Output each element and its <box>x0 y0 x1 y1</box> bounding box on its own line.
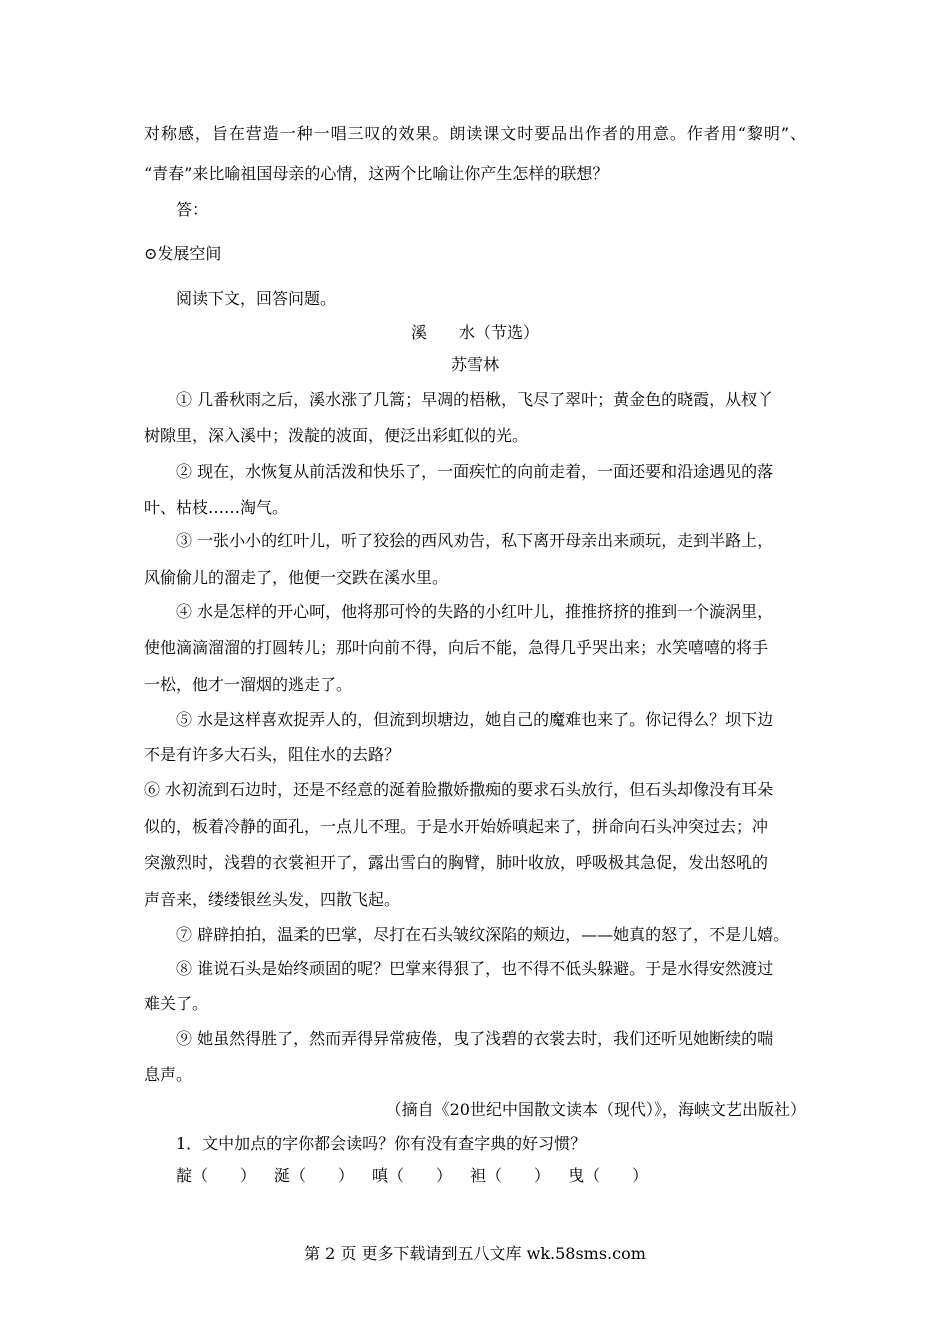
question-1: 1．文中加点的字你都会读吗？你有没有查字典的好习惯？ <box>176 1134 587 1153</box>
intro-line-2: “青春”来比喻祖国母亲的心情，这两个比喻让你产生怎样的联想？ <box>144 164 609 183</box>
paragraph-2-line-1: ② 现在，水恢复从前活泼和快乐了，一面疾忙的向前走着，一面还要和沿途遇见的落 <box>176 462 774 481</box>
paragraph-2-line-2: 叶、枯枝……淘气。 <box>144 498 289 517</box>
paragraph-4-line-2: 使他滴滴溜溜的打圆转儿；那叶向前不得，向后不能，急得几乎哭出来；水笑嘻嘻的将手 <box>144 638 769 657</box>
paragraph-5-line-2: 不是有许多大石头，阻住水的去路？ <box>144 745 401 764</box>
pronunciation-blanks <box>176 1166 648 1186</box>
blank-item-3: 嗔（ ） <box>372 1166 453 1185</box>
article-title: 溪 水（节选） <box>410 323 539 342</box>
intro-line-1: 对称感，旨在营造一种一唱三叹的效果。朗读课文时要品出作者的用意。作者用“黎明”、 <box>144 124 806 143</box>
paragraph-4-line-1: ④ 水是怎样的开心呵，他将那可怜的失路的小红叶儿，推推挤挤的推到一个漩涡里， <box>176 602 774 621</box>
paragraph-9-line-2: 息声。 <box>144 1065 193 1084</box>
blank-item-5: 曳（ ） <box>568 1166 649 1185</box>
blank-item-4: 袒（ ） <box>470 1166 551 1185</box>
section-heading: ⊙发展空间 <box>144 244 222 263</box>
blank-item-2: 涎（ ） <box>274 1166 355 1185</box>
article-source: （摘自《20世纪中国散文读本（现代）》，海峡文艺出版社） <box>385 1100 806 1119</box>
article-author: 苏雪林 <box>450 355 499 374</box>
paragraph-6-line-3: 突激烈时，浅碧的衣裳袒开了，露出雪白的胸臂，肺叶收放，呼吸极其急促，发出怒吼的 <box>144 853 769 872</box>
paragraph-8-line-1: ⑧ 谁说石头是始终顽固的呢？巴掌来得狠了，也不得不低头躲避。于是水得安然渡过 <box>176 959 774 978</box>
answer-label: 答： <box>176 200 209 219</box>
paragraph-9-line-1: ⑨ 她虽然得胜了，然而弄得异常疲倦，曳了浅碧的衣裳去时，我们还听见她断续的喘 <box>176 1029 774 1048</box>
reading-instruction: 阅读下文，回答问题。 <box>176 289 337 308</box>
paragraph-6-line-2: 似的，板着冷静的面孔，一点儿不理。于是水开始娇嗔起来了，拼命向石头冲突过去；冲 <box>144 817 769 836</box>
paragraph-3-line-2: 风偷偷儿的溜走了，他便一交跌在溪水里。 <box>144 568 449 587</box>
paragraph-3-line-1: ③ 一张小小的红叶儿，听了狡狯的西风劝告，私下离开母亲出来顽玩，走到半路上， <box>176 531 774 550</box>
paragraph-8-line-2: 难关了。 <box>144 994 209 1013</box>
paragraph-6-line-1: ⑥ 水初流到石边时，还是不经意的涎着脸撒娇撒痴的要求石头放行，但石头却像没有耳朵 <box>144 780 774 799</box>
paragraph-4-line-3: 一松，他才一溜烟的逃走了。 <box>144 675 353 694</box>
paragraph-1-line-2: 树隙里，深入溪中；泼靛的波面，便泛出彩虹似的光。 <box>144 426 529 445</box>
paragraph-7-line-1: ⑦ 辟辟拍拍，温柔的巴掌，尽打在石头皱纹深陷的颊边，——她真的怒了，不是儿嬉。 <box>176 925 790 944</box>
paragraph-5-line-1: ⑤ 水是这样喜欢捉弄人的，但流到坝塘边，她自己的魔难也来了。你记得么？坝下边 <box>176 710 774 729</box>
paragraph-6-line-4: 声音来，缕缕银丝头发，四散飞起。 <box>144 890 401 909</box>
page-footer: 第 2 页 更多下载请到五八文库 wk.58sms.com <box>304 1244 646 1263</box>
paragraph-1-line-1: ① 几番秋雨之后，溪水涨了几篙；早凋的梧楸，飞尽了翠叶；黄金色的晓霞，从杈丫 <box>176 390 774 409</box>
blank-item-1: 靛（ ） <box>176 1166 257 1185</box>
